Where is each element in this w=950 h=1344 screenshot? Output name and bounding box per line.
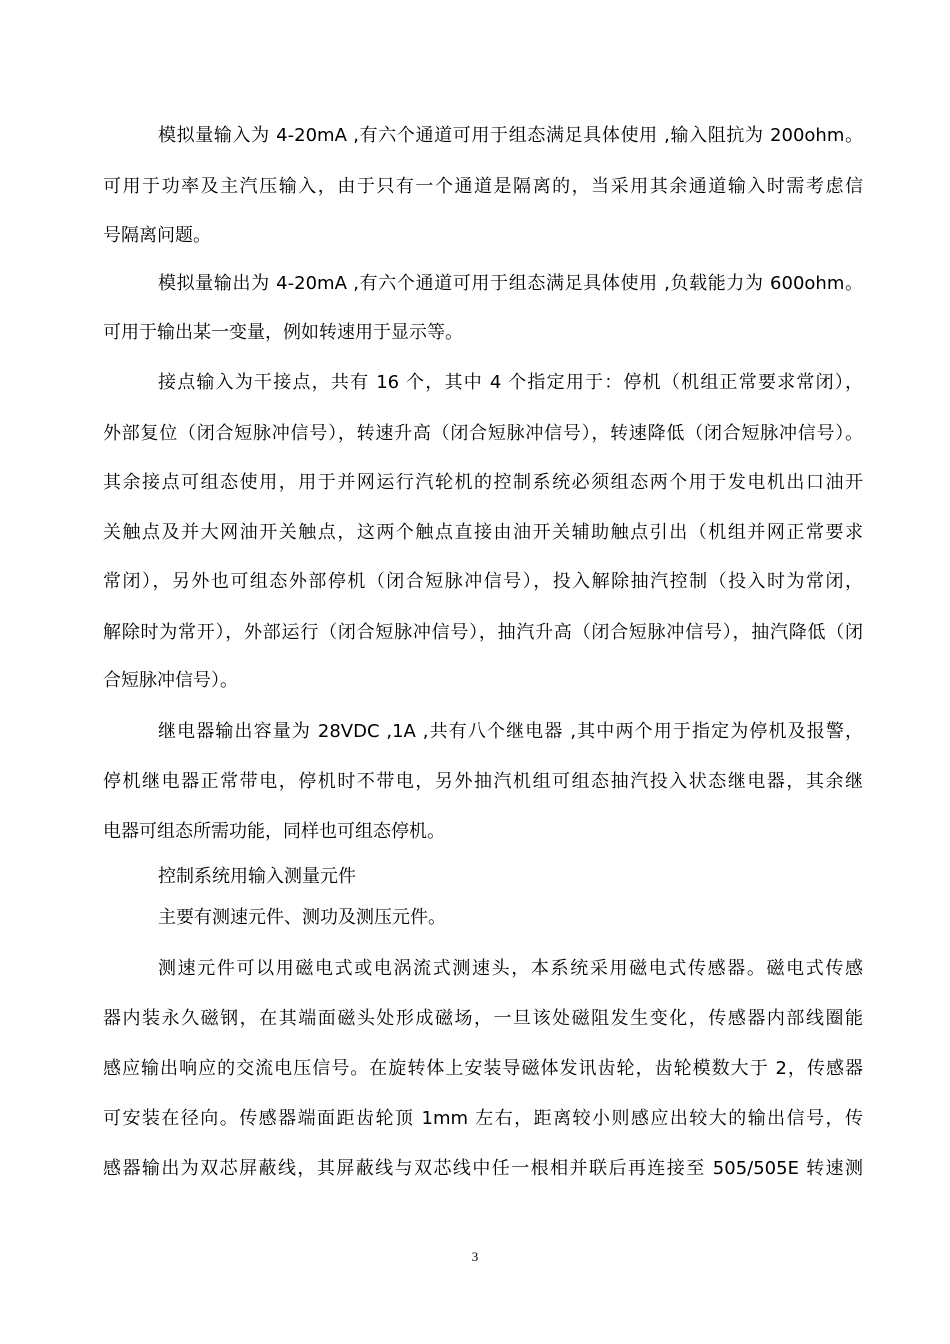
speed-sensor-line-2: 器内装永久磁钢，在其端面磁头处形成磁场，一旦该处磁阻发生变化，传感器内部线圈能 <box>103 1008 863 1029</box>
contact-input-line-6: 解除时为常开），外部运行（闭合短脉冲信号），抽汽升高（闭合短脉冲信号），抽汽降低（闭 <box>103 622 863 643</box>
contact-input-line-3: 其余接点可组态使用，用于并网运行汽轮机的控制系统必须组态两个用于发电机出口油开 <box>103 472 863 493</box>
contact-input-line-1: 接点输入为干接点，共有 16 个，其中 4 个指定用于：停机（机组正常要求常闭）， <box>158 372 863 393</box>
measurement-elements-summary: 主要有测速元件、测功及测压元件。 <box>158 907 446 928</box>
contact-input-line-7: 合短脉冲信号）。 <box>103 670 238 691</box>
page-number: 3 <box>471 1249 479 1264</box>
analog-output-line-1: 模拟量输出为 4-20mA ,有六个通道可用于组态满足具体使用 ,负载能力为 600ohm。 <box>158 273 863 294</box>
analog-input-line-2: 可用于功率及主汽压输入，由于只有一个通道是隔离的，当采用其余通道输入时需考虑信 <box>103 176 863 197</box>
relay-output-line-2: 停机继电器正常带电，停机时不带电，另外抽汽机组可组态抽汽投入状态继电器，其余继 <box>103 771 863 792</box>
speed-sensor-line-4: 可安装在径向。传感器端面距齿轮顶 1mm 左右，距离较小则感应出较大的输出信号，传 <box>103 1108 863 1129</box>
relay-output-line-3: 电器可组态所需功能，同样也可组态停机。 <box>103 821 445 842</box>
speed-sensor-line-3: 感应输出响应的交流电压信号。在旋转体上安装导磁体发讯齿轮，齿轮模数大于 2，传感器 <box>103 1058 863 1079</box>
contact-input-line-2: 外部复位（闭合短脉冲信号），转速升高（闭合短脉冲信号），转速降低（闭合短脉冲信号）。 <box>103 423 863 444</box>
analog-output-line-2: 可用于输出某一变量，例如转速用于显示等。 <box>103 322 463 343</box>
contact-input-line-4: 关触点及并大网油开关触点，这两个触点直接由油开关辅助触点引出（机组并网正常要求 <box>103 522 863 543</box>
section-heading-measurement-elements: 控制系统用输入测量元件 <box>158 866 356 887</box>
analog-input-line-3: 号隔离问题。 <box>103 225 211 246</box>
relay-output-line-1: 继电器输出容量为 28VDC ,1A ,共有八个继电器 ,其中两个用于指定为停机及报警， <box>158 721 863 742</box>
contact-input-line-5: 常闭），另外也可组态外部停机（闭合短脉冲信号），投入解除抽汽控制（投入时为常闭， <box>103 571 863 592</box>
analog-input-line-1: 模拟量输入为 4-20mA ,有六个通道可用于组态满足具体使用 ,输入阻抗为 200ohm。 <box>158 125 863 146</box>
speed-sensor-line-1: 测速元件可以用磁电式或电涡流式测速头，本系统采用磁电式传感器。磁电式传感 <box>158 958 863 979</box>
speed-sensor-line-5: 感器输出为双芯屏蔽线，其屏蔽线与双芯线中任一根相并联后再连接至 505/505E 转速测 <box>103 1158 863 1179</box>
